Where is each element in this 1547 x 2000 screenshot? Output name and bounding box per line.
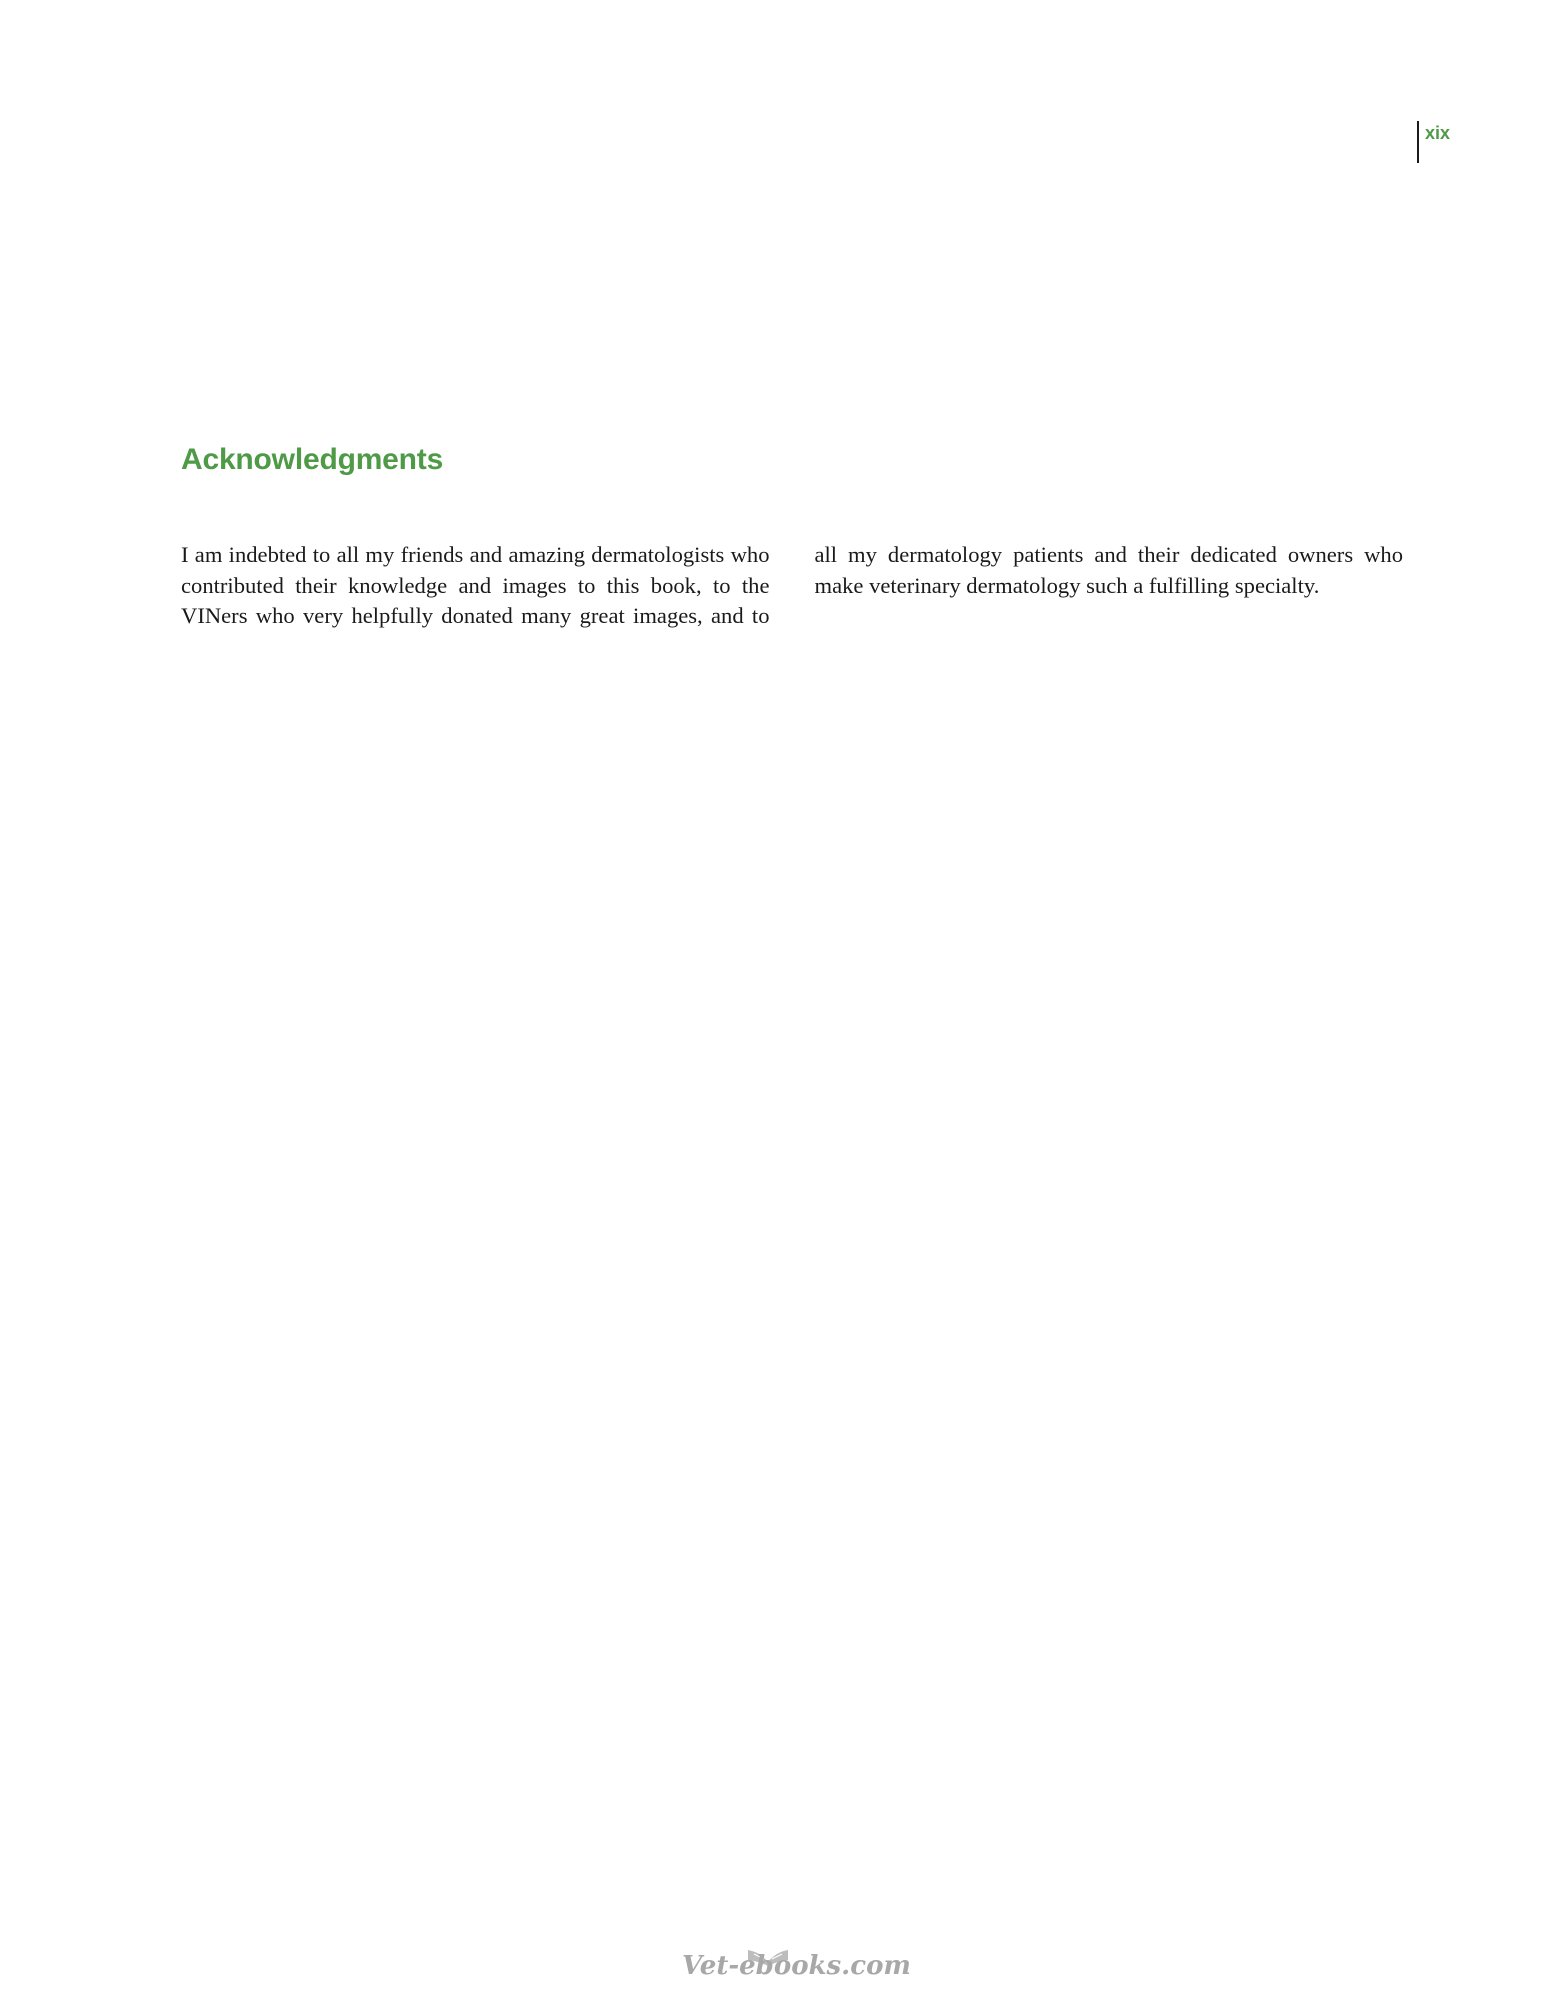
watermark-text: Vet-ebooks.com xyxy=(682,1951,911,1981)
page-title: Acknowledgments xyxy=(181,443,444,476)
watermark-logo xyxy=(680,1940,911,1981)
page-number: xix xyxy=(1425,123,1451,143)
acknowledgments-paragraph: I am indebted to all my friends and amazing dermatologists who contributed their knowledge and images to this book, to the VINers who very helpfully donated many great images, and to all my dermatology patients and their dedicated owners who make veterinary dermatology such a fulfilling specialty. xyxy=(181,542,1403,628)
open-book-icon xyxy=(680,1940,911,1981)
page-number-rule xyxy=(1417,121,1419,163)
